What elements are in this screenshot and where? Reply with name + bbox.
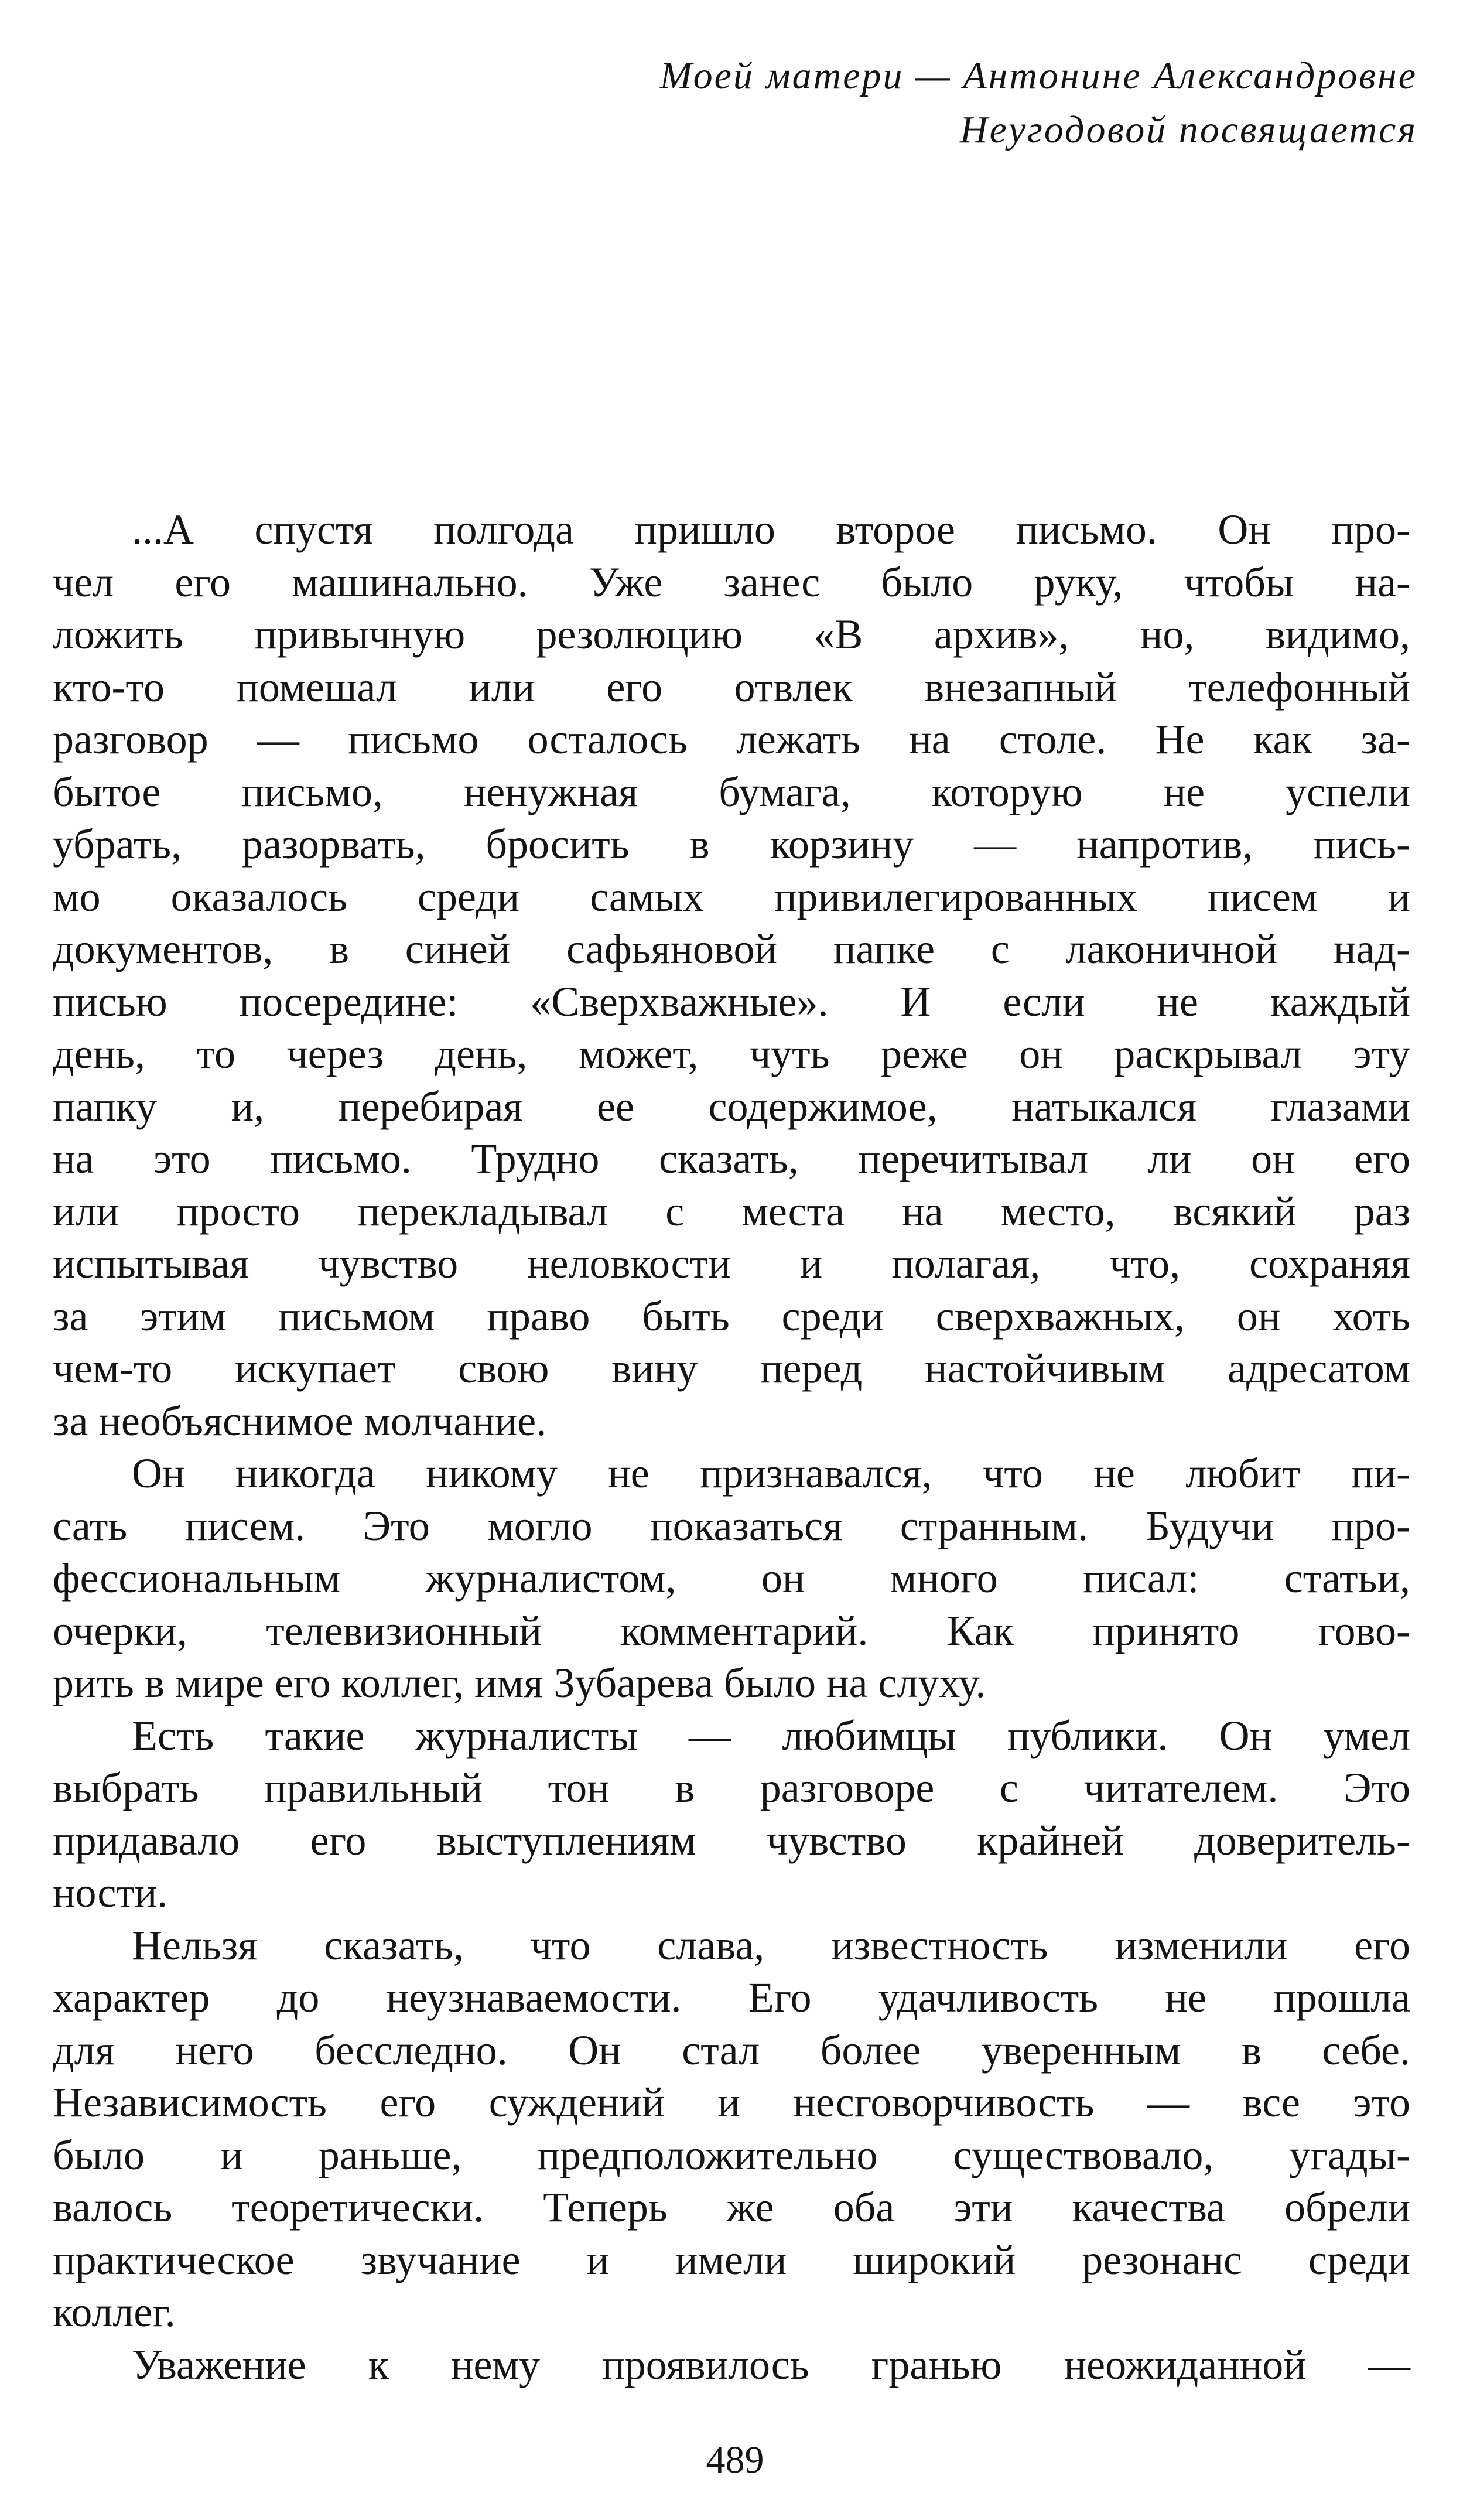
paragraph xyxy=(53,2339,1410,2392)
text-line: очерки, телевизионный комментарий. Как принято гово- xyxy=(53,1607,1410,1654)
dedication-line-2: Неугодовой посвящается xyxy=(959,108,1417,151)
text-line: документов, в синей сафьяновой папке с лаконичной над- xyxy=(53,926,1410,972)
text-line: сать писем. Это могло показаться странным. Будучи про- xyxy=(53,1502,1410,1549)
text-line: разговор — письмо осталось лежать на столе. Не как за- xyxy=(53,716,1410,763)
text-line: день, то через день, может, чуть реже он раскрывал эту xyxy=(53,1030,1410,1077)
text-line: убрать, разорвать, бросить в корзину — напротив, пись- xyxy=(53,821,1410,868)
text-line: характер до неузнаваемости. Его удачливость не прошла xyxy=(53,1974,1410,2021)
text-line: на это письмо. Трудно сказать, перечитывал ли он его xyxy=(53,1135,1410,1182)
text-line: писью посередине: «Сверхважные». И если не каждый xyxy=(53,978,1410,1025)
text-line: чем-то искупает свою вину перед настойчивым адресатом xyxy=(53,1345,1410,1392)
text-line: валось теоретически. Теперь же оба эти качества обрели xyxy=(53,2184,1410,2231)
text-line: за необъяснимое молчание. xyxy=(53,1397,547,1445)
dedication xyxy=(422,49,1417,157)
text-line: Нельзя сказать, что слава, известность изменили его xyxy=(132,1921,1410,1969)
text-line: выбрать правильный тон в разговоре с читателем. Это xyxy=(53,1764,1410,1811)
text-line: чел его машинально. Уже занес было руку, чтобы на- xyxy=(53,558,1410,606)
text-line: мо оказалось среди самых привилегированных писем и xyxy=(53,873,1410,920)
text-line: ности. xyxy=(53,1869,168,1916)
text-line: для него бесследно. Он стал более уверенным в себе. xyxy=(53,2026,1410,2074)
text-line: папку и, перебирая ее содержимое, натыкался глазами xyxy=(53,1083,1410,1130)
paragraph xyxy=(53,504,1410,1447)
text-line: бытое письмо, ненужная бумага, которую не успели xyxy=(53,768,1410,815)
text-line: ложить привычную резолюцию «В архив», но, видимо, xyxy=(53,611,1410,658)
paragraph xyxy=(53,1447,1410,1710)
text-line: за этим письмом право быть среди сверхважных, он хоть xyxy=(53,1292,1410,1340)
text-line: ...А спустя полгода пришло второе письмо. Он про- xyxy=(132,506,1410,553)
text-line: фессиональным журналистом, он много писал: статьи, xyxy=(53,1555,1410,1602)
text-line: или просто перекладывал с места на место, всякий раз xyxy=(53,1187,1410,1235)
paragraph xyxy=(53,1920,1410,2339)
paragraph xyxy=(53,1710,1410,1920)
text-line: кто-то помешал или его отвлек внезапный телефонный xyxy=(53,663,1410,711)
text-line: было и раньше, предположительно существовало, угады- xyxy=(53,2131,1410,2178)
page-number: 489 xyxy=(706,2439,764,2481)
text-line: испытывая чувство неловкости и полагая, что, сохраняя xyxy=(53,1240,1410,1287)
text-line: Уважение к нему проявилось гранью неожиданной — xyxy=(132,2341,1410,2388)
main-text xyxy=(53,504,1410,2391)
text-line: Он никогда никому не признавался, что не любит пи- xyxy=(132,1450,1410,1497)
text-line: Есть такие журналисты — любимцы публики. Он умел xyxy=(132,1712,1410,1759)
text-line: коллег. xyxy=(53,2289,176,2335)
text-line: Независимость его суждений и несговорчивость — все это xyxy=(53,2079,1410,2126)
text-line: придавало его выступлениям чувство крайней доверитель- xyxy=(53,1816,1410,1864)
text-line: практическое звучание и имели широкий резонанс среди xyxy=(53,2236,1410,2283)
text-line: рить в мире его коллег, имя Зубарева было на слуху. xyxy=(53,1659,986,1706)
dedication-line-1: Моей матери — Антонине Александровне xyxy=(659,54,1417,97)
